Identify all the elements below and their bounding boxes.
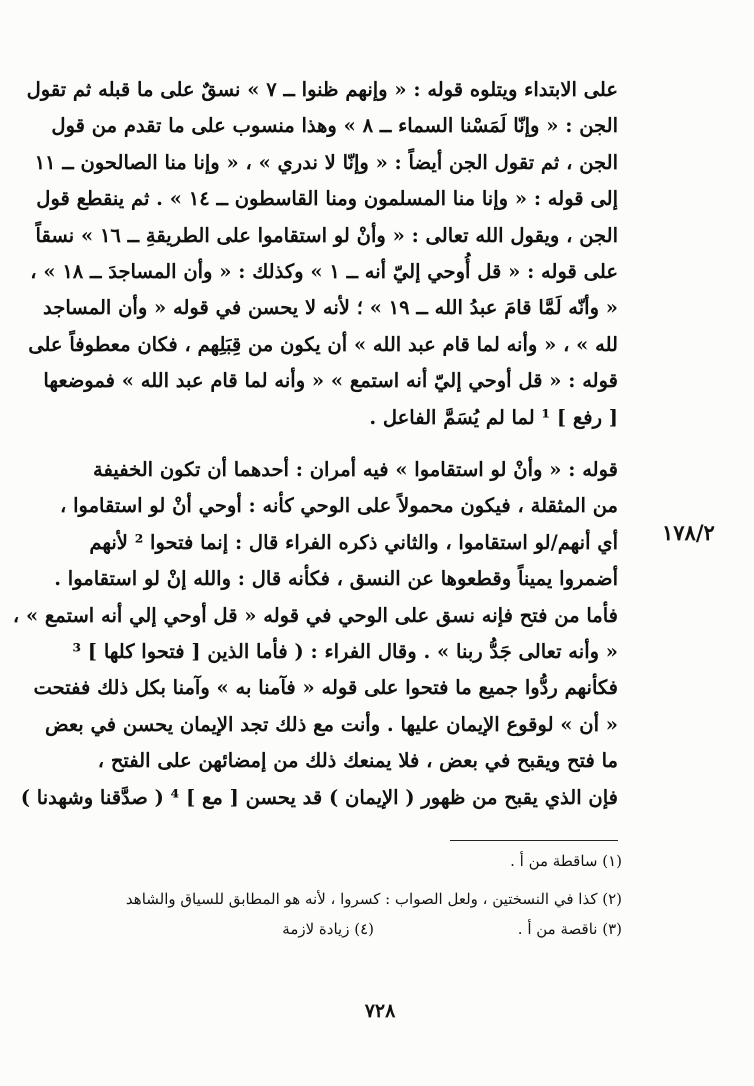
text-line: لله » ، « وأنه لما قام عبد الله » أن يكون من قِبَلِهم ، فكان معطوفاً على bbox=[28, 332, 618, 356]
footnote-divider bbox=[450, 840, 618, 841]
body-paragraph-2 bbox=[12, 452, 618, 816]
text-line: « وأنّه لَمَّا قامَ عبدُ الله ــ ١٩ » ؛ لأنه لا يحسن في قوله « وأن المساجد bbox=[43, 296, 618, 320]
text-line: فكأنهم ردُّوا جميع ما فتحوا على قوله « فآمنا به » وآمنا بكل ذلك ففتحت bbox=[33, 676, 618, 700]
footnote-4: (٤) زيادة لازمة bbox=[282, 920, 374, 938]
text-line: « وأنه تعالى جَدُّ ربنا » . وقال الفراء : ( فأما الذين [ فتحوا كلها ] ³ bbox=[72, 639, 618, 663]
text-line: على الابتداء ويتلوه قوله : « وإنهم ظنوا ــ ٧ » نسقٌ على ما قبله ثم تقول bbox=[26, 78, 618, 101]
text-line: على قوله : « قل أُوحي إليّ أنه ــ ١ » وكذلك : « وأن المساجدَ ــ ١٨ » ، bbox=[30, 259, 618, 283]
text-line: « أن » لوقوع الإيمان عليها . وأنت مع ذلك تجد الإيمان يحسن في بعض bbox=[45, 712, 618, 736]
text-line: أضمروا يميناً وقطعوها عن النسق ، فكأنه قال : والله إنْ لو استقاموا . bbox=[54, 567, 618, 591]
text-line: قوله : « وأنْ لو استقاموا » فيه أمران : أحدهما أن تكون الخفيفة bbox=[93, 458, 618, 481]
footnote-2: (٢) كذا في النسختين ، ولعل الصواب : كسروا ، لأنه هو المطابق للسياق والشاهد bbox=[125, 890, 622, 908]
body-paragraph-1 bbox=[26, 72, 618, 436]
footnote-3: (٣) ناقصة من أ . bbox=[517, 920, 622, 938]
text-line: [ رفع ] ¹ لما لم يُسَمَّ الفاعل . bbox=[369, 405, 618, 429]
text-line: فإن الذي يقبح من ظهور ( الإيمان ) قد يحسن [ مع ] ⁴ ( صدَّقنا وشهدنا ) bbox=[20, 785, 618, 809]
page-number: ٧٢٨ bbox=[364, 1000, 396, 1022]
text-line: فأما من فتح فإنه نسق على الوحي في قوله « قل أوحي إلي أنه استمع » ، bbox=[12, 603, 618, 627]
footnote-1: (١) ساقطة من أ . bbox=[510, 852, 622, 870]
text-line: إلى قوله : « وإنا منا المسلمون ومنا القاسطون ــ ١٤ » . ثم ينقطع قول bbox=[36, 187, 618, 211]
text-line: ما فتح ويقبح في بعض ، فلا يمنعك ذلك من إمضائهن على الفتح ، bbox=[97, 749, 618, 773]
text-line: قوله : « قل أوحي إليّ أنه استمع » « وأنه لما قام عبد الله » فموضعها bbox=[43, 369, 618, 393]
text-line: الجن ، ثم تقول الجن أيضاً : « وإنّا لا ندري » ، « وإنا منا الصالحون ــ ١١ bbox=[34, 150, 618, 174]
text-line: الجن : « وإنّا لَمَسْنا السماء ــ ٨ » وهذا منسوب على ما تقدم من قول bbox=[51, 114, 618, 138]
text-line: الجن ، ويقول الله تعالى : « وأنْ لو استقاموا على الطريقةِ ــ ١٦ » نسقاً bbox=[35, 223, 618, 247]
text-line: أي أنهم/لو استقاموا ، والثاني ذكره الفراء قال : إنما فتحوا ² لأنهم bbox=[89, 530, 618, 554]
margin-reference: ١٧٨/٢ bbox=[662, 520, 715, 545]
text-line: من المثقلة ، فيكون محمولاً على الوحي كأنه : أوحي أنْ لو استقاموا ، bbox=[60, 494, 618, 518]
